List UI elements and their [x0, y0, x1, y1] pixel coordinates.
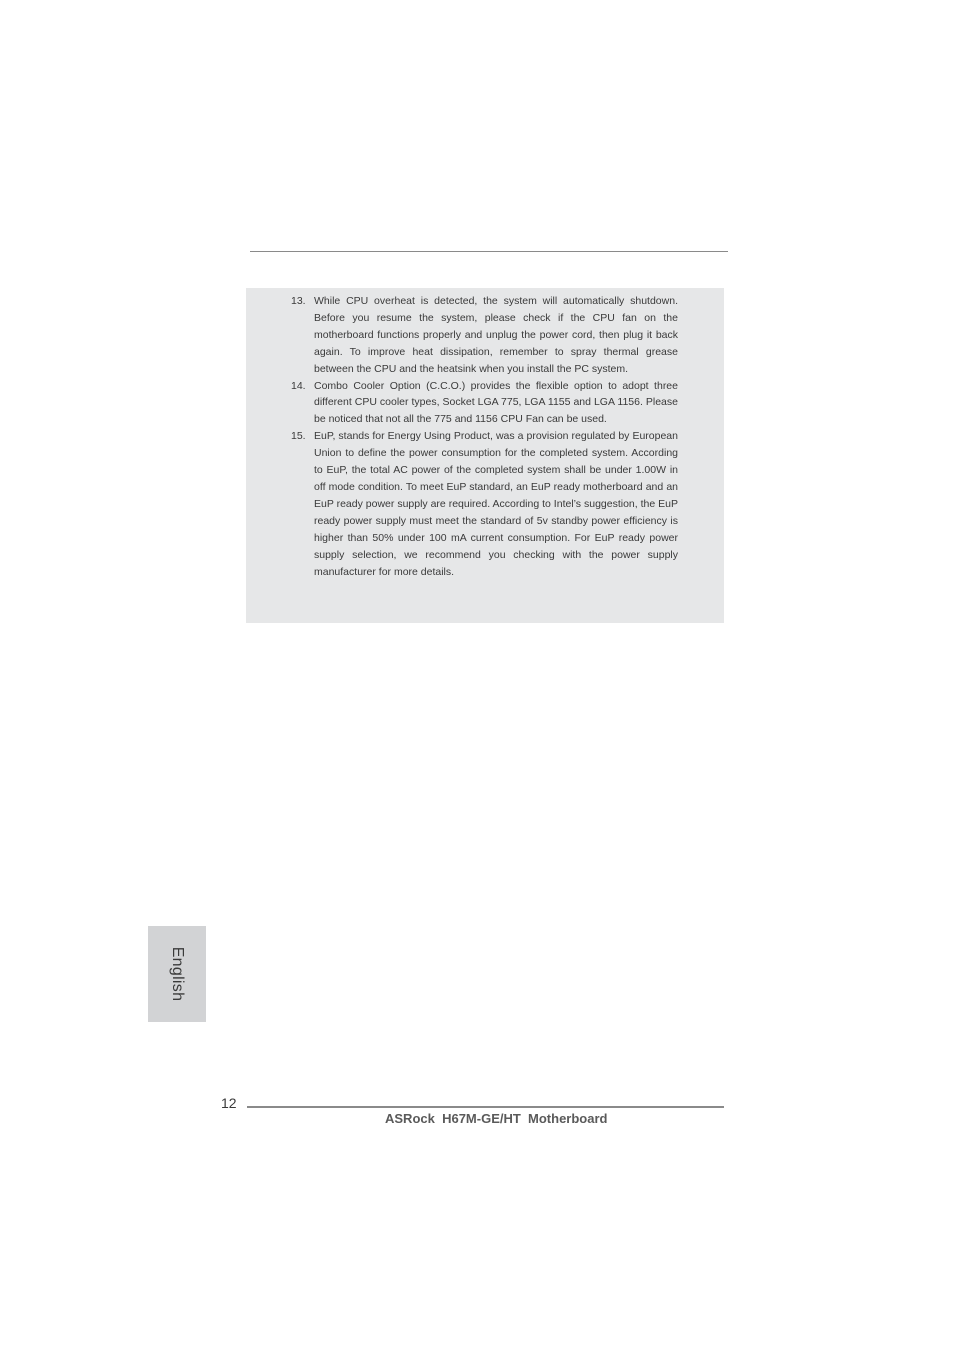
note-text: Combo Cooler Option (C.C.O.) provides the flexible option to adopt three different CPU cooler types, Socket LGA 775, LGA 1155 and LGA 1156. Please be noticed that not all the 775 and 1156 CPU Fan can be used. — [314, 379, 678, 426]
note-item — [246, 428, 724, 580]
notes-panel — [246, 288, 724, 623]
note-text: EuP, stands for Energy Using Product, was a provision regulated by European Union to define the power consumption for the completed system. According to EuP, the total AC power of the completed system shall be under 1.00W in off mode condition. To meet EuP standard, an EuP ready motherboard and an EuP ready power supply are required. According to Intel’s suggestion, the EuP ready power supply must meet the standard of 5v standby power efficiency is higher than 50% under 100 mA current consumption. For EuP ready power supply selection, we recommend you checking with the power supply manufacturer for more details. — [314, 430, 678, 578]
note-number: 14. — [291, 379, 306, 392]
language-label: English — [169, 946, 186, 1002]
note-number: 15. — [291, 430, 306, 443]
footer-divider — [247, 1106, 724, 1108]
top-divider — [250, 251, 728, 252]
footer-title: ASRock H67M-GE/HT Motherboard — [385, 1111, 608, 1126]
notes-list — [246, 293, 724, 580]
note-number: 13. — [291, 295, 306, 307]
note-text: While CPU overheat is detected, the system will automatically shutdown. Before you resume the system, please check if the CPU fan on the motherboard functions properly and unplug the power cord, then plug it back again. To improve heat dissipation, remember to spray thermal grease between the CPU and the heatsink when you install the PC system. — [314, 295, 678, 375]
language-side-tab — [148, 926, 206, 1022]
note-item — [246, 293, 724, 378]
note-item — [246, 378, 724, 429]
page-number: 12 — [221, 1095, 237, 1111]
